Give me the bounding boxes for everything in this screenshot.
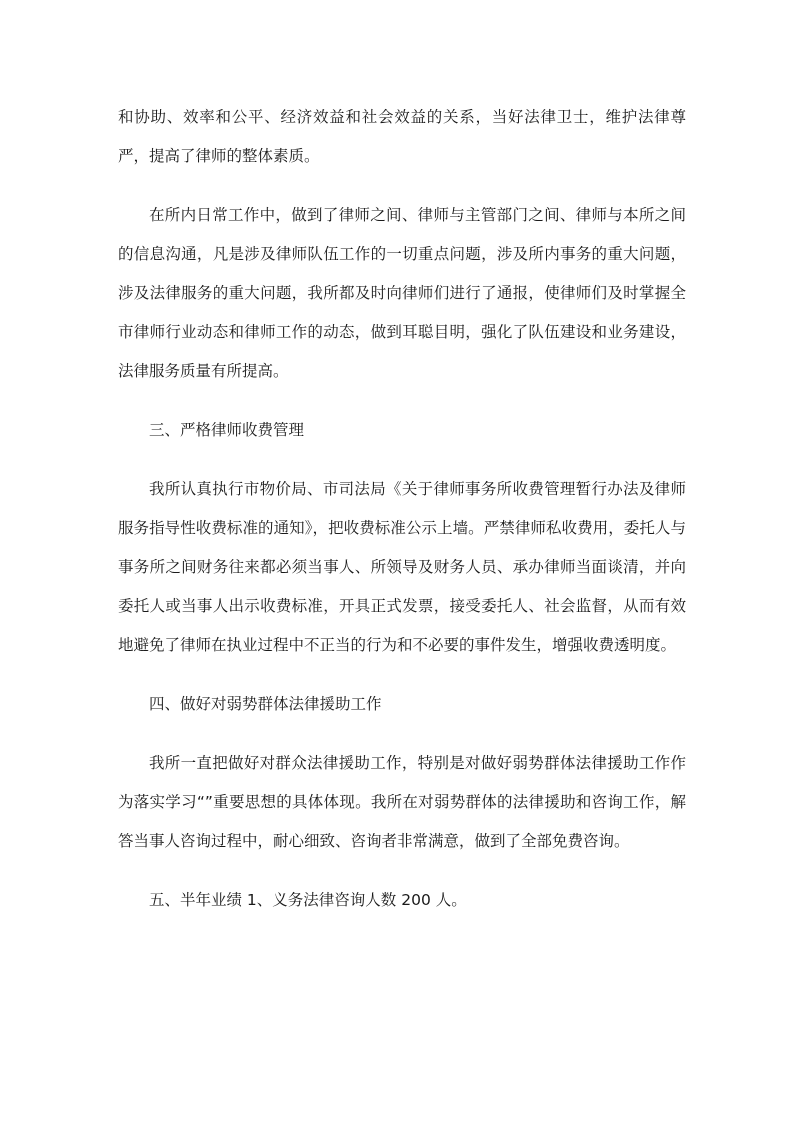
section-heading-legal-aid: 四、做好对弱势群体法律援助工作 (149, 695, 382, 713)
section-heading-fee-management: 三、严格律师收费管理 (149, 421, 305, 439)
section-heading-half-year-results: 五、半年业绩 1、义务法律咨询人数 200 人。 (149, 891, 467, 909)
paragraph-internal-communication: 在所内日常工作中，做到了律师之间、律师与主管部门之间、律师与本所之间的信息沟通，凡是涉及律师队伍工作的一切重点问题，涉及所内事务的重大问题，涉及法律服务的重大问题，我所都及时向律师们进行了通报，使律师们及时掌握全市律师行业动态和律师工作的动态，做到耳聪目明，强化了队伍建设和业务建设，法律服务质量有所提高。 (118, 206, 686, 380)
document-body (118, 98, 686, 920)
paragraph-legal-aid: 我所一直把做好对群众法律援助工作，特别是对做好弱势群体法律援助工作作为落实学习“”重要思想的具体体现。我所在对弱势群体的法律援助和咨询工作，解答当事人咨询过程中，耐心细致、咨询者非常满意，做到了全部免费咨询。 (118, 754, 686, 850)
paragraph-relations-continuation: 和协助、效率和公平、经济效益和社会效益的关系，当好法律卫士，维护法律尊严，提高了律师的整体素质。 (118, 108, 686, 165)
paragraph-fee-management: 我所认真执行市物价局、市司法局《关于律师事务所收费管理暂行办法及律师服务指导性收费标准的通知》，把收费标准公示上墙。严禁律师私收费用，委托人与事务所之间财务往来都必须当事人、所领导及财务人员、承办律师当面谈清，并向委托人或当事人出示收费标准，开具正式发票，接受委托人、社会监督，从而有效地避免了律师在执业过程中不正当的行为和不必要的事件发生，增强收费透明度。 (118, 480, 686, 654)
